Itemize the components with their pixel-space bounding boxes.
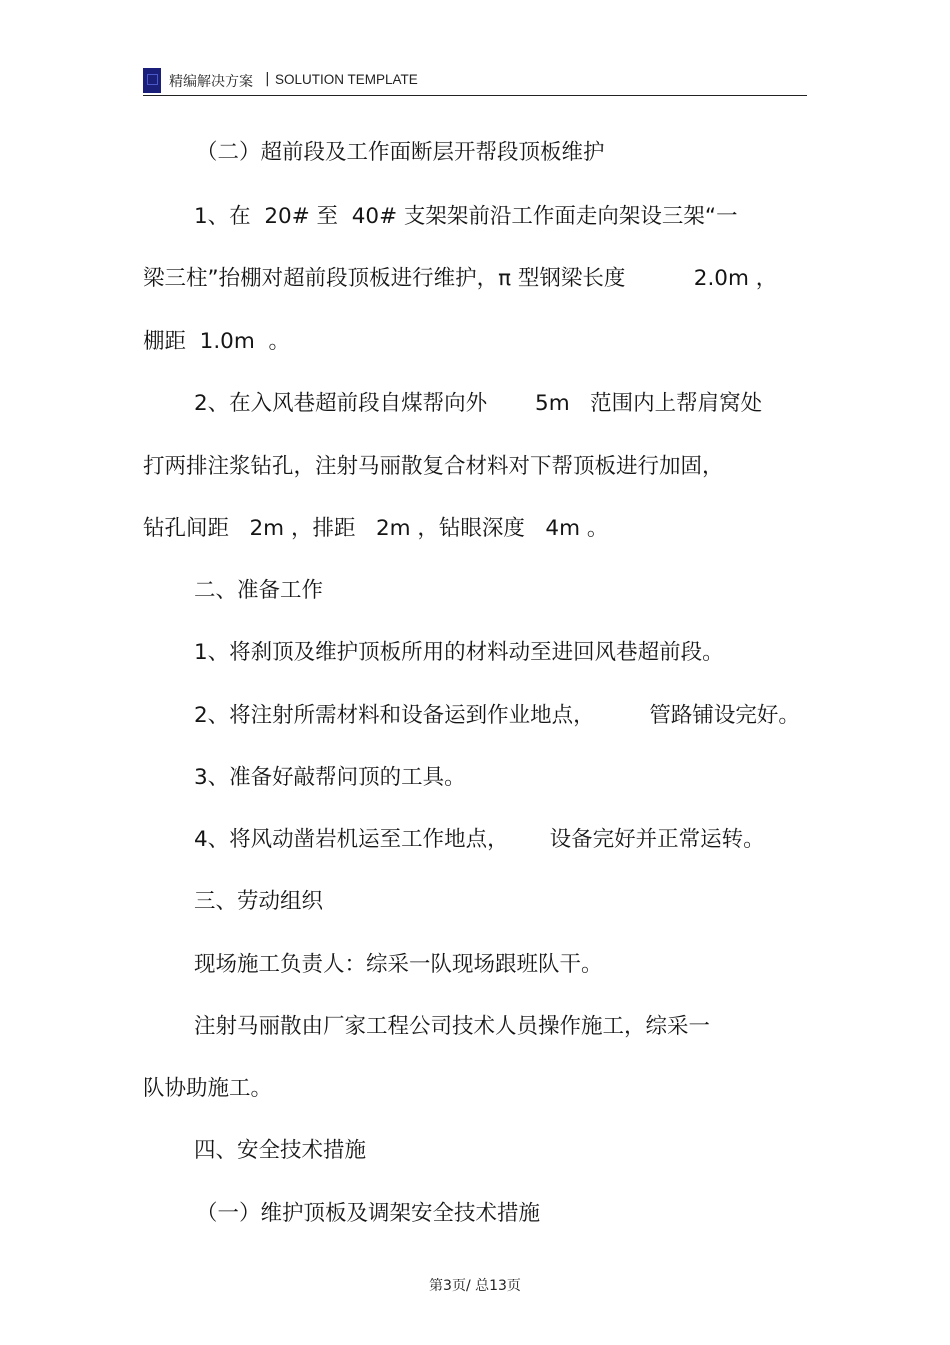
paragraph-line: 现场施工负责人：综采一队现场跟班队干。 [194,952,603,977]
paragraph-line: 钻孔间距 2m ，排距 2m ，钻眼深度 4m 。 [143,516,609,541]
paragraph-line: 注射马丽散由厂家工程公司技术人员操作施工，综采一 [194,1014,711,1039]
paragraph-line: 3、准备好敲帮问顶的工具。 [194,765,466,790]
header-rule [143,95,807,96]
paragraph-line: 棚距 1.0m 。 [143,329,290,354]
paragraph-line: 1、在 20# 至 40# 支架架前沿工作面走向架设三架“一 [194,204,738,229]
header-separator: | [265,71,270,87]
paragraph-line: 4、将风动凿岩机运至工作地点， 设备完好并正常运转。 [194,827,765,852]
section-heading: （一）维护顶板及调架安全技术措施 [196,1201,541,1226]
paragraph-line: 梁三柱”抬棚对超前段顶板进行维护，π 型钢梁长度 2.0m ， [143,266,778,291]
section-heading: 四、安全技术措施 [194,1138,367,1163]
paragraph-line: 队协助施工。 [143,1076,273,1101]
paragraph-line: 打两排注浆钻孔，注射马丽散复合材料对下帮顶板进行加固， [143,454,724,479]
paragraph-line: 1、将刹顶及维护顶板所用的材料动至进回风巷超前段。 [194,640,724,665]
section-heading: 三、劳动组织 [194,889,324,914]
page-number: 第3页/ 总13页 [429,1278,521,1294]
paragraph-line: 2、将注射所需材料和设备运到作业地点， 管路铺设完好。 [194,703,800,728]
paragraph-line: 2、在入风巷超前段自煤帮向外 5m 范围内上帮肩窝处 [194,391,763,416]
section-heading: 二、准备工作 [194,578,324,603]
logo-icon [143,68,161,93]
page-header [143,64,807,96]
header-subtitle: SOLUTION TEMPLATE [275,72,418,87]
header-brand: 精编解决方案 [169,74,253,90]
section-heading: （二）超前段及工作面断层开帮段顶板维护 [196,140,605,165]
